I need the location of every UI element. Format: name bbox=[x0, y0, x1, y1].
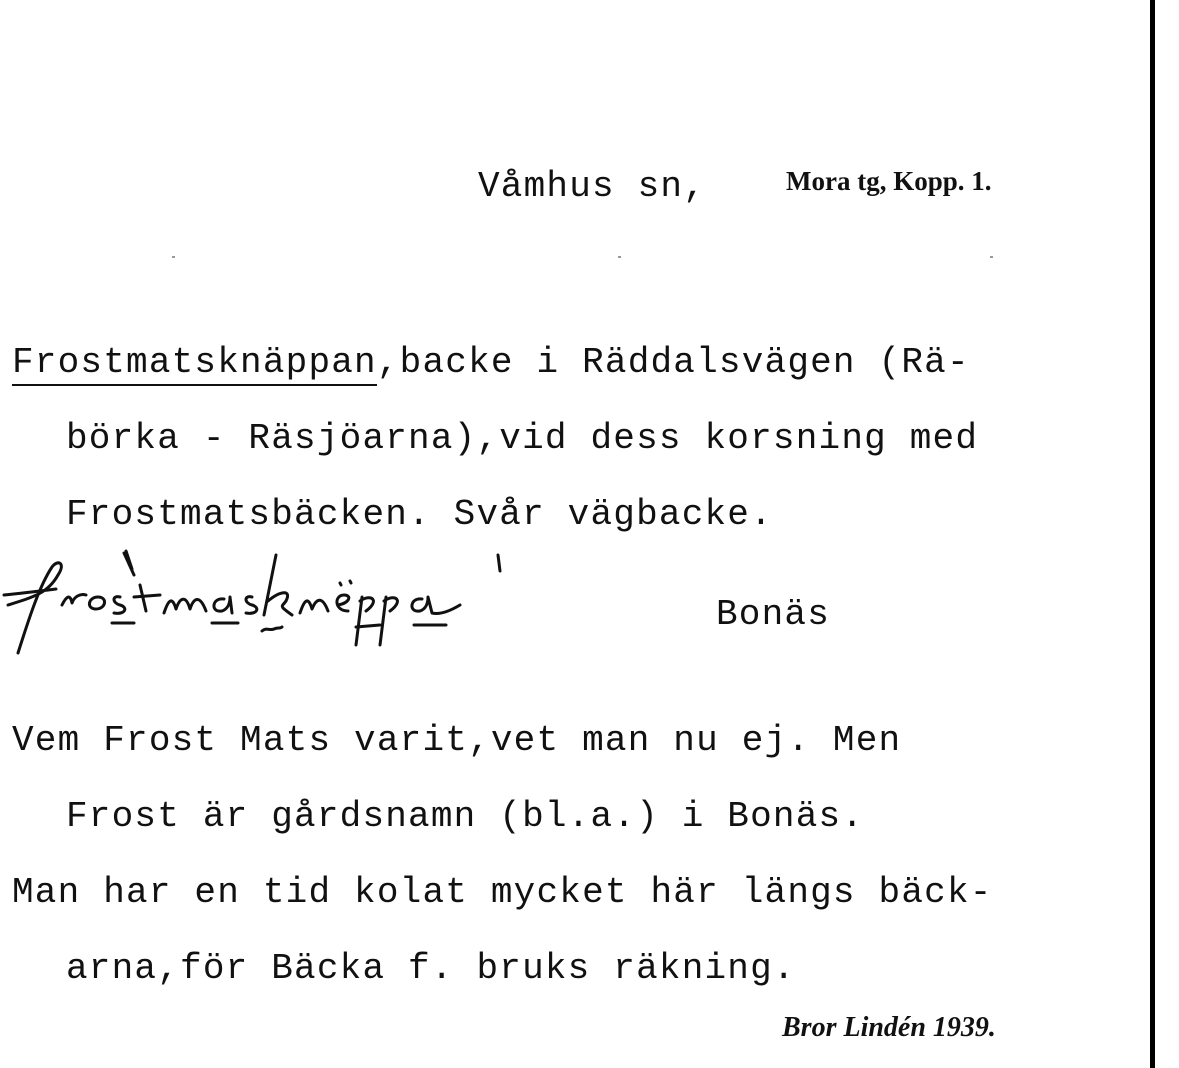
entry-line-1 bbox=[12, 342, 970, 383]
headword: Frostmatsknäppan bbox=[12, 342, 377, 386]
handwritten-dialect-form bbox=[0, 545, 610, 660]
note-2-line-2: arna,för Bäcka f. bruks räkning. bbox=[66, 948, 796, 989]
separator-dot bbox=[990, 256, 993, 258]
signature: Bror Lindén 1939. bbox=[782, 1012, 996, 1043]
parish-label: Våmhus sn, bbox=[478, 166, 707, 207]
entry-line-1-rest: ,backe i Räddalsvägen (Rä- bbox=[376, 342, 970, 383]
note-1-line-2: Frost är gårdsnamn (bl.a.) i Bonäs. bbox=[66, 796, 865, 837]
entry-line-3: Frostmatsbäcken. Svår vägbacke. bbox=[66, 494, 773, 535]
note-2-line-1: Man har en tid kolat mycket här längs bäck- bbox=[12, 872, 993, 913]
note-1-line-1: Vem Frost Mats varit,vet man nu ej. Men bbox=[12, 720, 902, 761]
separator-dot bbox=[172, 256, 175, 258]
separator-dot bbox=[618, 256, 621, 258]
district-label: Mora tg, Kopp. 1. bbox=[786, 166, 992, 196]
entry-line-2: börka - Räsjöarna),vid dess korsning med bbox=[66, 418, 979, 459]
dialect-place: Bonäs bbox=[716, 594, 831, 635]
card-edge-line bbox=[1150, 0, 1155, 1068]
